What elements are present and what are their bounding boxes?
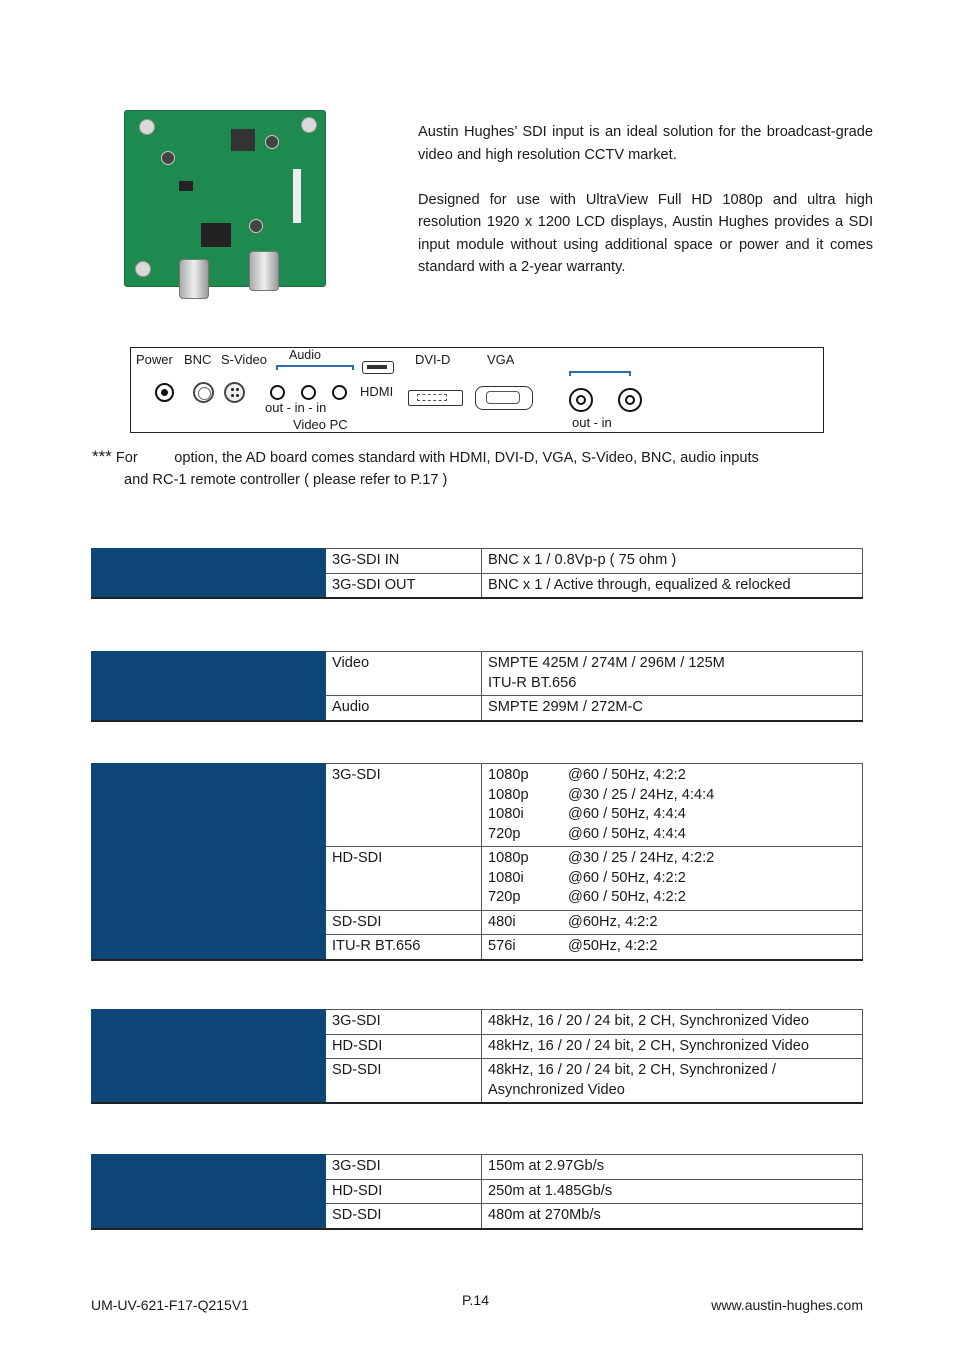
label-hdmi: HDMI [360,384,394,399]
ad-board-note [92,446,852,491]
resolution: 720p [488,825,521,842]
formats-table [91,763,863,961]
rate: @30 / 25 / 24Hz, 4:2:2 [568,850,715,866]
audio-out-jack-icon [270,385,285,400]
row-key: HD-SDI [326,1034,482,1059]
table-row [92,1010,863,1035]
bnc-jack-icon [193,382,214,403]
rate: @50Hz, 4:2:2 [568,938,658,954]
row-key: SD-SDI [326,1059,482,1104]
value-line: 48kHz, 16 / 20 / 24 bit, 2 CH, Synchronized Video [488,1013,809,1029]
table-category-cell [92,1155,326,1229]
row-key: 3G-SDI [326,764,482,847]
rate: @60Hz, 4:2:2 [568,913,658,930]
intro-paragraph-2: Designed for use with UltraView Full HD 1080p and ultra high resolution 1920 x 1200 LCD displays, Austin Hughes provides a SDI input module without using additional space or power and it comes standard with a 2-year warranty. [418,191,873,275]
row-key: 3G-SDI OUT [326,573,482,598]
rate: @60 / 50Hz, 4:2:2 [568,889,686,905]
row-value: 150m at 2.97Gb/s [482,1155,863,1180]
row-key: 3G-SDI [326,1010,482,1035]
table-category-cell [92,652,326,721]
sdi-bracket [569,371,631,376]
label-vga: VGA [487,352,515,367]
footer-page-number: P.14 [462,1292,489,1308]
sdi-board-image [124,110,326,287]
resolution: 1080p [488,767,529,783]
table-row [92,1155,863,1180]
resolution: 576i [488,938,516,954]
row-key: HD-SDI [326,847,482,911]
table-category-cell [92,1010,326,1104]
label-dvid: DVI-D [415,352,451,367]
row-value [482,1010,863,1035]
rate: @60 / 50Hz, 4:2:2 [568,869,686,886]
resolution: 1080i [488,806,524,822]
standards-table [91,651,863,722]
hdmi-port-icon [362,361,394,374]
connectors-table [91,548,863,599]
svideo-jack-icon [224,382,245,403]
resolution: 1080i [488,869,524,886]
label-power: Power [136,352,173,367]
audio-table [91,1009,863,1104]
value-line: ITU-R BT.656 [488,674,577,691]
audio-in-video-jack-icon [301,385,316,400]
value-line: 48kHz, 16 / 20 / 24 bit, 2 CH, Synchronized Video [488,1037,809,1054]
footer-website: www.austin-hughes.com [711,1297,863,1313]
row-key: Video [326,652,482,696]
row-key: SD-SDI [326,1204,482,1229]
row-value [482,1059,863,1104]
sdi-out-bnc-icon [569,388,593,412]
value-line: Asynchronized Video [488,1081,625,1098]
row-value: 480m at 270Mb/s [482,1204,863,1229]
row-key: HD-SDI [326,1179,482,1204]
note-line-1: For option, the AD board comes standard with HDMI, DVI-D, VGA, S-Video, BNC, audio inputs [115,450,759,466]
intro-text [418,121,873,279]
row-value [482,1034,863,1059]
row-value [482,764,863,847]
row-value [482,652,863,696]
row-key: 3G-SDI IN [326,549,482,574]
row-value: BNC x 1 / Active through, equalized & relocked [482,573,863,598]
footer-doc-id: UM-UV-621-F17-Q215V1 [91,1297,249,1313]
resolution: 1080p [488,850,529,866]
table-category-cell [92,549,326,599]
table-row [92,764,863,847]
sdi-sub-label: out - in [572,415,612,430]
audio-sub-label: out - in - in [265,400,327,415]
table-row [92,549,863,574]
table-row [92,652,863,696]
row-value [482,935,863,960]
audio-sub-label-2: Video PC [293,417,348,432]
row-value [482,847,863,911]
vga-port-icon [475,386,533,410]
resolution: 1080p [488,786,529,803]
rate: @60 / 50Hz, 4:4:4 [568,825,686,842]
resolution: 720p [488,889,521,905]
dvid-port-icon [408,390,463,406]
sdi-in-bnc-icon [618,388,642,412]
rate: @60 / 50Hz, 4:4:4 [568,806,686,822]
resolution: 480i [488,913,516,930]
row-value: 250m at 1.485Gb/s [482,1179,863,1204]
label-svideo: S-Video [221,352,268,367]
rate: @60 / 50Hz, 4:2:2 [568,767,686,783]
rate: @30 / 25 / 24Hz, 4:4:4 [568,786,715,803]
row-key: 3G-SDI [326,1155,482,1180]
note-stars: *** [92,447,112,466]
row-key: Audio [326,696,482,721]
note-line-2: and RC-1 remote controller ( please refer to P.17 ) [124,472,448,488]
label-bnc: BNC [184,352,212,367]
row-key: ITU-R BT.656 [326,935,482,960]
value-line: SMPTE 425M / 274M / 296M / 125M [488,655,725,671]
audio-in-pc-jack-icon [332,385,347,400]
row-key: SD-SDI [326,910,482,935]
distance-table [91,1154,863,1230]
table-category-cell [92,764,326,960]
audio-bracket [276,365,354,370]
intro-paragraph-1: Austin Hughes’ SDI input is an ideal solution for the broadcast-grade video and high resolution CCTV market. [418,124,873,163]
label-audio: Audio [289,348,321,362]
row-value: BNC x 1 / 0.8Vp-p ( 75 ohm ) [482,549,863,574]
connector-panel-diagram [130,347,824,433]
value-line: 48kHz, 16 / 20 / 24 bit, 2 CH, Synchronized / [488,1062,776,1078]
power-jack-icon [155,383,174,402]
row-value [482,910,863,935]
row-value [482,696,863,721]
value-line: SMPTE 299M / 272M-C [488,699,643,715]
